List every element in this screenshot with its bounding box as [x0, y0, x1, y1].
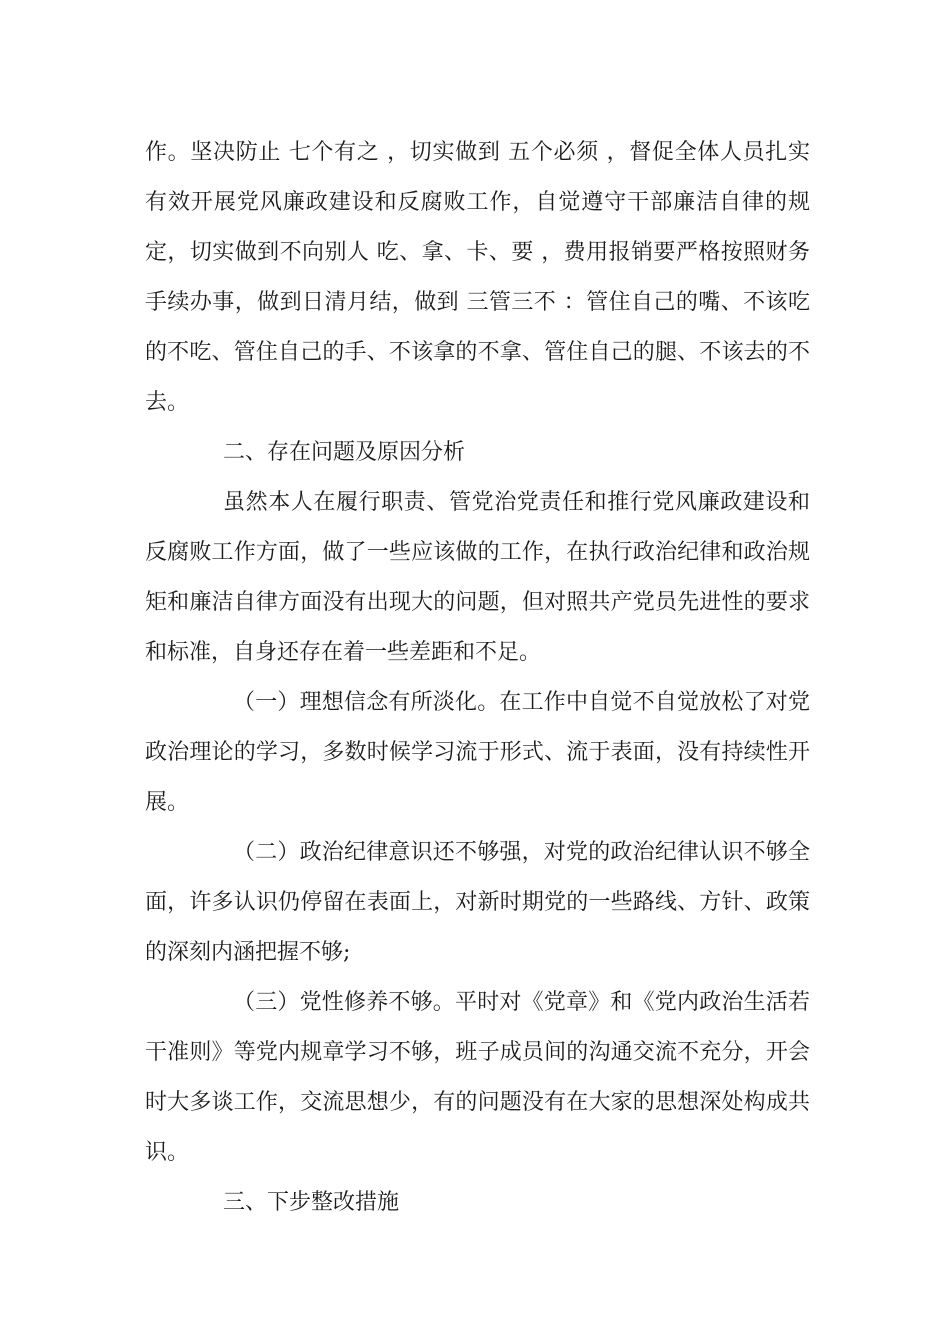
section-heading-2: 二、存在问题及原因分析	[223, 440, 466, 465]
paragraph-intro-continued: 作。坚决防止 七个有之 ，切实做到 五个必须 ，督促全体人员扎实有效开展党风廉政建设和反腐败工作，自觉遵守干部廉洁自律的规定，切实做到不向别人 吃、拿、卡、要 ，费用报销要严格按照财务手续办事，做到日清月结，做到 三管三不 ：管住自己的嘴、不该吃的不吃、管住自己的手、不该拿的不拿、管住自己的腿、不该去的不去。	[145, 140, 810, 415]
list-item-2: （二）政治纪律意识还不够强，对党的政治纪律认识不够全面，许多认识仍停留在表面上，对新时期党的一些路线、方针、政策的深刻内涵把握不够;	[145, 840, 810, 965]
paragraph-section-2-intro: 虽然本人在履行职责、管党治党责任和推行党风廉政建设和反腐败工作方面，做了一些应该做的工作，在执行政治纪律和政治规矩和廉洁自律方面没有出现大的问题，但对照共产党员先进性的要求和标准，自身还存在着一些差距和不足。	[145, 490, 810, 665]
list-item-1: （一）理想信念有所淡化。在工作中自觉不自觉放松了对党政治理论的学习，多数时候学习流于形式、流于表面，没有持续性开展。	[145, 690, 810, 815]
document-body	[145, 128, 810, 1228]
section-heading-3: 三、下步整改措施	[223, 1190, 400, 1215]
list-item-3: （三）党性修养不够。平时对《党章》和《党内政治生活若干准则》等党内规章学习不够，班子成员间的沟通交流不充分，开会时大多谈工作，交流思想少，有的问题没有在大家的思想深处构成共识。	[145, 990, 810, 1165]
